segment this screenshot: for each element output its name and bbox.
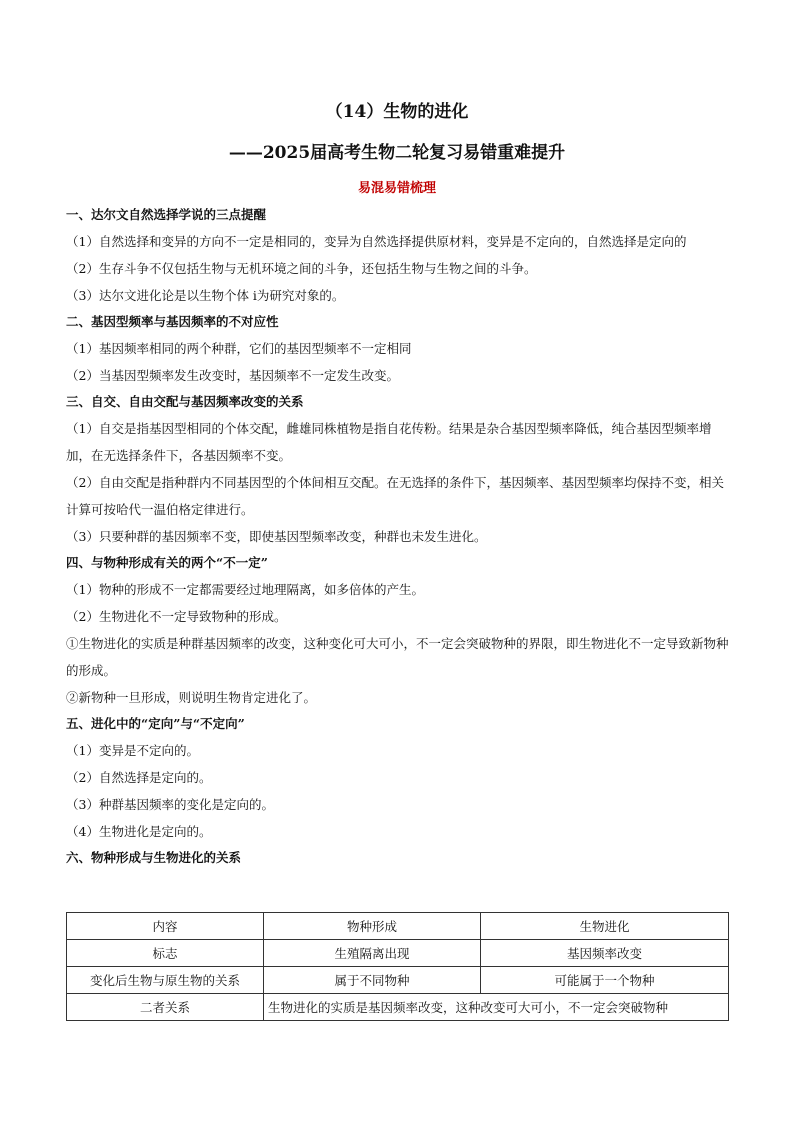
- table-cell: 生物进化的实质是基因频率改变，这种改变可大可小，不一定会突破物种: [264, 994, 729, 1021]
- paragraph: （4）生物进化是定向的。: [66, 824, 212, 839]
- paragraph: （1）基因频率相同的两个种群，它们的基因型频率不一定相同: [66, 341, 412, 356]
- table-cell: 生殖隔离出现: [264, 940, 481, 967]
- table-cell: 生物进化: [481, 913, 729, 940]
- table-cell: 属于不同物种: [264, 967, 481, 994]
- document-subtitle: ——2025届高考生物二轮复习易错重难提升: [228, 143, 566, 163]
- table-cell: 变化后生物与原生物的关系: [67, 967, 264, 994]
- paragraph: （2）当基因型频率发生改变时，基因频率不一定发生改变。: [66, 368, 399, 383]
- paragraph: （1）自交是指基因型相同的个体交配，雌雄同株植物是指自花传粉。结果是杂合基因型频率降低，纯合基因型频率增加，在无选择条件下，各基因频率不变。: [66, 421, 712, 463]
- table-cell: 内容: [67, 913, 264, 940]
- section-heading: 四、与物种形成有关的两个“不一定”: [66, 555, 268, 570]
- paragraph: （2）生存斗争不仅包括生物与无机环境之间的斗争，还包括生物与生物之间的斗争。: [66, 261, 537, 276]
- table-row: [67, 940, 729, 967]
- content-body: [66, 202, 730, 871]
- paragraph: （1）变异是不定向的。: [66, 743, 199, 758]
- paragraph: （3）只要种群的基因频率不变，即使基因型频率改变，种群也未发生进化。: [66, 529, 487, 544]
- table-cell: 二者关系: [67, 994, 264, 1021]
- section-label: 易混易错梳理: [357, 181, 436, 196]
- section-heading: 一、达尔文自然选择学说的三点提醒: [66, 207, 267, 222]
- paragraph: ①生物进化的实质是种群基因频率的改变，这种变化可大可小，不一定会突破物种的界限，即生物进化不一定导致新物种的形成。: [66, 636, 729, 678]
- section-heading: 五、进化中的“定向”与“不定向”: [66, 716, 245, 731]
- table-cell: 物种形成: [264, 913, 481, 940]
- comparison-table: [66, 912, 729, 1021]
- table-cell: 标志: [67, 940, 264, 967]
- paragraph: （2）自由交配是指种群内不同基因型的个体间相互交配。在无选择的条件下，基因频率、基因型频率均保持不变，相关计算可按哈代一温伯格定律进行。: [66, 475, 724, 517]
- table-row: [67, 994, 729, 1021]
- paragraph: （3）达尔文进化论是以生物个体 i为研究对象的。: [66, 288, 345, 303]
- paragraph: ②新物种一旦形成，则说明生物肯定进化了。: [66, 690, 317, 705]
- paragraph: （3）种群基因频率的变化是定向的。: [66, 797, 274, 812]
- paragraph: （2）自然选择是定向的。: [66, 770, 212, 785]
- document-title: （14）生物的进化: [325, 102, 469, 122]
- table-header-row: [67, 913, 729, 940]
- paragraph: （1）自然选择和变异的方向不一定是相同的，变异为自然选择提供原材料，变异是不定向的，自然选择是定向的: [66, 234, 687, 249]
- section-heading: 三、自交、自由交配与基因频率改变的关系: [66, 394, 304, 409]
- paragraph: （1）物种的形成不一定都需要经过地理隔离，如多倍体的产生。: [66, 582, 424, 597]
- table-cell: 可能属于一个物种: [481, 967, 729, 994]
- table-cell: 基因频率改变: [481, 940, 729, 967]
- table-row: [67, 967, 729, 994]
- paragraph: （2）生物进化不一定导致物种的形成。: [66, 609, 287, 624]
- section-heading: 六、物种形成与生物进化的关系: [66, 850, 242, 865]
- section-heading: 二、基因型频率与基因频率的不对应性: [66, 314, 279, 329]
